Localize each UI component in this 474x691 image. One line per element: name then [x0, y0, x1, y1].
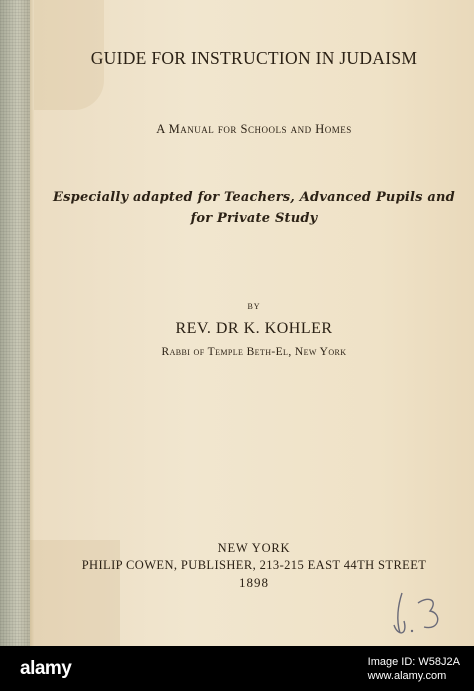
description-line-1: Especially adapted for Teachers, Advanced Pupils and: [53, 190, 455, 205]
book-title: GUIDE FOR INSTRUCTION IN JUDAISM: [90, 48, 418, 68]
publication-year: 1898: [239, 575, 269, 590]
handwritten-mark: [390, 585, 450, 640]
book-subtitle: A Manual for Schools and Homes: [156, 122, 352, 136]
publisher-line: PHILIP COWEN, PUBLISHER, 213-215 EAST 44TH STREET: [81, 558, 427, 572]
description-line-2: for Private Study: [190, 211, 318, 226]
image-id-block: [368, 655, 460, 683]
alamy-logo: alamy: [20, 658, 72, 679]
by-label: BY: [247, 302, 261, 311]
stock-footer-bar: [0, 646, 474, 691]
author-position: Rabbi of Temple Beth-El, New York: [161, 346, 347, 358]
author-name: REV. DR K. KOHLER: [175, 320, 333, 337]
book-spine: [0, 0, 30, 646]
site-url: www.alamy.com: [367, 670, 447, 682]
publication-place: NEW YORK: [217, 541, 291, 555]
image-id: Image ID: W58J2A: [367, 656, 460, 668]
